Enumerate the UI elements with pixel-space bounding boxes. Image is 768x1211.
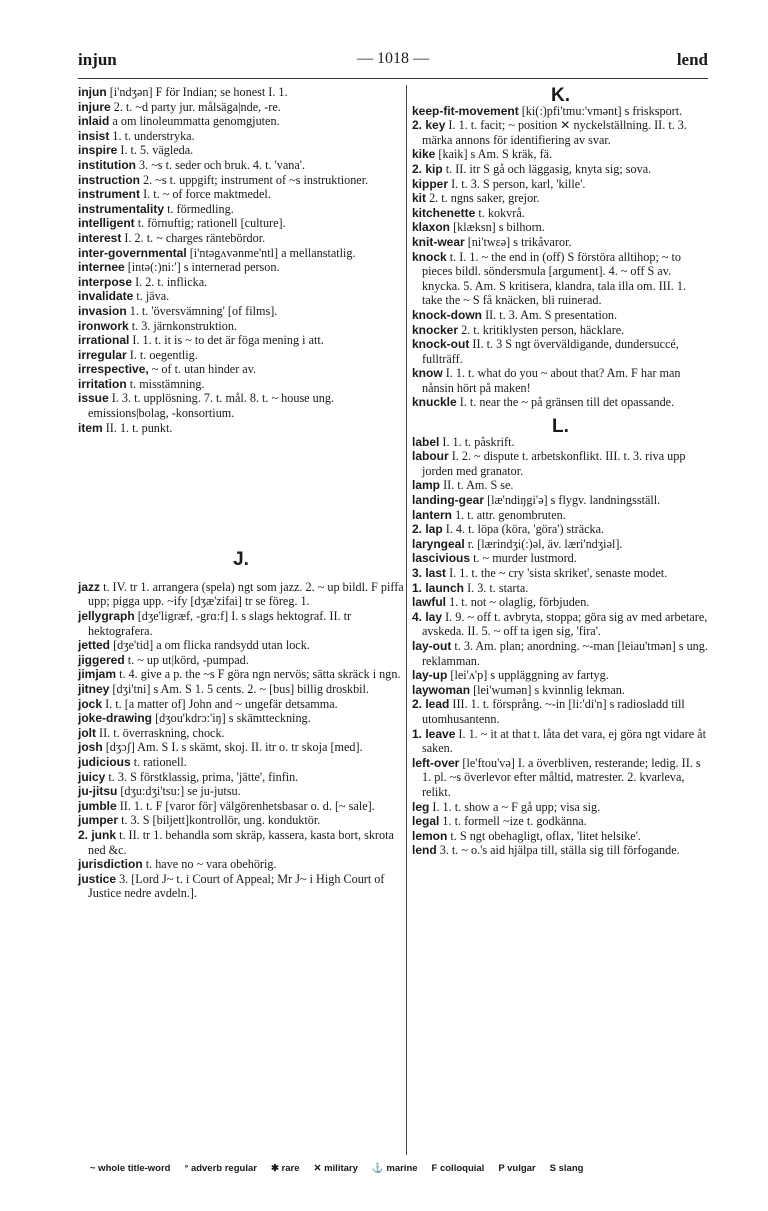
entry-headword: knock bbox=[412, 249, 447, 264]
entry-definition: [dʒɔʃ] Am. S I. s skämt, skoj. II. itr o. tr skoja [med]. bbox=[102, 740, 363, 755]
entry-headword: lawful bbox=[412, 595, 447, 610]
header-rule bbox=[78, 78, 708, 79]
dictionary-entry bbox=[412, 551, 709, 566]
entry-definition: t. S ngt obehagligt, oflax, 'litet helsike'. bbox=[447, 828, 641, 843]
dictionary-entry bbox=[78, 391, 404, 420]
entry-definition: 2. t. ~d party jur. målsäga|nde, -re. bbox=[110, 99, 281, 114]
entry-headword: issue bbox=[78, 391, 109, 406]
entry-definition: [dʒe'ligræf, -grɑ:f] I. s slags hektograf. II. tr hektografera. bbox=[88, 609, 352, 638]
entry-headword: inlaid bbox=[78, 114, 110, 129]
dictionary-entry bbox=[412, 147, 709, 162]
entry-definition: t. ~ murder lustmord. bbox=[470, 551, 577, 566]
entry-definition: II. t. 3. Am. S presentation. bbox=[482, 307, 618, 322]
entry-definition: t. I. 1. ~ the end in (off) S förstöra alltihop; ~ to pieces bildl. söndersmula [argument]. 4. ~ off S av. knycka. 5. Am. S kritisera, klandra, tala illa om. III. 1. take the ~ S få knäcken, bli ruinerad. bbox=[422, 249, 686, 308]
entry-definition: t. II. tr 1. behandla som skräp, kassera, kasta bort, skrota ned &c. bbox=[88, 827, 394, 857]
entry-definition: III. 1. t. försprång. ~-in [li:'di'n] s radiosladd till utomhusantenn. bbox=[422, 697, 685, 726]
entry-headword: kipper bbox=[412, 176, 449, 191]
entry-definition: I. 1. t. facit; ~ position ✕ nyckelställning. II. t. 3. märka annons för identifiering av svar. bbox=[422, 118, 687, 147]
entry-definition: I. t. 5. vägleda. bbox=[117, 143, 194, 158]
abbreviation-legend bbox=[90, 1163, 710, 1174]
entry-headword: kitchenette bbox=[412, 205, 476, 220]
entry-headword: lamp bbox=[412, 478, 441, 493]
dictionary-entry bbox=[412, 191, 709, 206]
entry-headword: jurisdiction bbox=[78, 857, 143, 872]
entry-definition: I. 1. ~ it at that t. låta det vara, ej göra ngt vidare åt saken. bbox=[422, 726, 706, 756]
dictionary-entry bbox=[78, 158, 404, 173]
dictionary-entry bbox=[78, 319, 404, 334]
dictionary-entry bbox=[412, 595, 709, 610]
dictionary-entry bbox=[78, 638, 404, 653]
entry-definition: [dʒou'kdrɔ:'iŋ] s skämtteckning. bbox=[152, 711, 311, 726]
entry-headword: injun bbox=[78, 85, 107, 99]
i-section bbox=[78, 85, 404, 435]
entry-headword: jiggered bbox=[78, 652, 125, 667]
dictionary-entry bbox=[412, 566, 709, 581]
entry-headword: lend bbox=[412, 843, 437, 858]
j-section bbox=[78, 580, 404, 901]
dictionary-entry bbox=[78, 755, 404, 770]
entry-definition: t. jäva. bbox=[133, 289, 170, 304]
entry-headword: laryngeal bbox=[412, 536, 465, 551]
entry-definition: I. 1. t. what do you ~ about that? Am. F har man nånsin hört på maken! bbox=[422, 366, 681, 395]
entry-headword: jock bbox=[78, 696, 103, 711]
entry-headword: justice bbox=[78, 871, 117, 886]
section-heading-k: K. bbox=[551, 85, 570, 106]
dictionary-entry bbox=[412, 323, 709, 338]
entry-headword: legal bbox=[412, 814, 440, 829]
dictionary-entry bbox=[78, 114, 404, 129]
entry-definition: 2. ~s t. uppgift; instrument of ~s instruktioner. bbox=[140, 172, 369, 187]
entry-headword: landing-gear bbox=[412, 493, 485, 508]
entry-headword: lascivious bbox=[412, 551, 471, 566]
dictionary-entry bbox=[412, 522, 709, 537]
dictionary-entry bbox=[412, 610, 709, 639]
entry-definition: I. 3. t. upplösning. 7. t. mål. 8. t. ~ house ung. emissions|bolag, -konsortium. bbox=[88, 391, 334, 421]
dictionary-entry bbox=[412, 537, 709, 552]
dictionary-entry bbox=[412, 206, 709, 221]
entry-headword: jellygraph bbox=[78, 609, 135, 624]
dictionary-entry bbox=[412, 478, 709, 493]
dictionary-entry bbox=[412, 162, 709, 177]
entry-definition: t. IV. tr 1. arrangera (spela) ngt som jazz. 2. ~ up bildl. F piffa upp; pigga upp. ~ify [dʒæ'zifai] tr se föreg. 1. bbox=[88, 579, 404, 609]
dictionary-entry bbox=[412, 250, 709, 308]
entry-headword: left-over bbox=[412, 755, 460, 770]
entry-headword: kike bbox=[412, 147, 436, 162]
dictionary-entry bbox=[78, 770, 404, 785]
entry-headword: inter-governmental bbox=[78, 245, 187, 260]
entry-definition: [ki(:)pfi'tmu:'vmənt] s frisksport. bbox=[518, 103, 683, 118]
entry-definition: 2. t. kritiklysten person, häcklare. bbox=[458, 322, 625, 337]
entry-headword: ju-jitsu bbox=[78, 784, 118, 799]
entry-definition: 3. ~s t. seder och bruk. 4. t. 'vana'. bbox=[135, 157, 306, 172]
legend-item: F colloquial bbox=[431, 1163, 485, 1174]
header-right-guideword: lend bbox=[676, 50, 708, 69]
header-left-guideword: injun bbox=[78, 50, 117, 69]
dictionary-entry bbox=[78, 609, 404, 638]
dictionary-entry bbox=[412, 843, 709, 858]
l-section bbox=[412, 435, 709, 858]
dictionary-entry bbox=[412, 337, 709, 366]
entry-definition: t. ~ up ut|körd, -pumpad. bbox=[124, 652, 249, 667]
entry-definition: t. 3. Am. plan; anordning. ~-man [leiau'tmən] s ung. reklamman. bbox=[422, 638, 708, 668]
entry-headword: irrespective, bbox=[78, 362, 149, 377]
dictionary-entry bbox=[78, 143, 404, 158]
dictionary-entry bbox=[412, 814, 709, 829]
dictionary-entry bbox=[78, 216, 404, 231]
entry-definition: t. förmedling. bbox=[164, 201, 234, 216]
dictionary-entry bbox=[412, 395, 709, 410]
dictionary-entry bbox=[412, 756, 709, 800]
dictionary-entry bbox=[78, 580, 404, 609]
entry-headword: knock-out bbox=[412, 337, 470, 352]
entry-headword: 2. lead bbox=[412, 697, 450, 712]
entry-definition: t. have no ~ vara obehörig. bbox=[142, 857, 277, 872]
entry-definition: I. t. [a matter of] John and ~ ungefär detsamma. bbox=[102, 696, 338, 711]
entry-headword: know bbox=[412, 366, 443, 381]
entry-definition: 1. t. formell ~ize t. godkänna. bbox=[439, 814, 587, 829]
dictionary-entry bbox=[78, 289, 404, 304]
entry-definition: [klæksn] s bilhorn. bbox=[450, 220, 545, 235]
dictionary-entry bbox=[78, 653, 404, 668]
entry-headword: interpose bbox=[78, 274, 133, 289]
entry-definition: 3. t. ~ o.'s aid hjälpa till, ställa sig till förfogande. bbox=[436, 843, 680, 858]
entry-definition: I. 1. t. påskrift. bbox=[439, 434, 515, 449]
entry-definition: [i'ntəgʌvənme'ntl] a mellanstatlig. bbox=[186, 245, 356, 260]
entry-definition: t. 4. give a p. the ~s F göra ngn nervös; sätta skräck i ngn. bbox=[116, 667, 401, 682]
entry-headword: 3. last bbox=[412, 566, 447, 580]
entry-definition: 2. t. ngns saker, grejor. bbox=[426, 191, 540, 206]
entry-headword: institution bbox=[78, 157, 136, 172]
entry-definition: I. 1. t. show a ~ F gå upp; visa sig. bbox=[429, 799, 601, 814]
entry-definition: I. 4. t. löpa (köra, 'göra') sträcka. bbox=[442, 522, 605, 537]
entry-headword: item bbox=[78, 420, 103, 435]
entry-definition: I. t. 3. S person, karl, 'kille'. bbox=[448, 176, 586, 191]
dictionary-entry bbox=[78, 697, 404, 712]
dictionary-entry bbox=[78, 362, 404, 377]
dictionary-entry bbox=[412, 220, 709, 235]
dictionary-entry bbox=[78, 187, 404, 202]
dictionary-entry bbox=[412, 829, 709, 844]
dictionary-entry bbox=[78, 260, 404, 275]
entry-definition: a om linoleummatta genomgjuten. bbox=[109, 114, 280, 129]
dictionary-entry bbox=[78, 726, 404, 741]
dictionary-entry bbox=[412, 683, 709, 698]
entry-headword: internee bbox=[78, 260, 125, 275]
entry-headword: invasion bbox=[78, 303, 127, 318]
entry-definition: t. förnuftig; rationell [culture]. bbox=[134, 216, 286, 231]
entry-definition: [le'ftou'və] I. a överbliven, resterande; ledig. II. s 1. pl. ~s överlevor efter måltid, matrester. 2. kvarleva, relikt. bbox=[422, 755, 701, 799]
legend-item: ⚓ marine bbox=[371, 1163, 418, 1174]
entry-headword: ironwork bbox=[78, 318, 129, 333]
entry-headword: 4. lay bbox=[412, 609, 443, 624]
entry-definition: II. t. Am. S se. bbox=[440, 478, 514, 493]
entry-definition: I. 2. ~ dispute t. arbetskonflikt. III. t. 3. riva upp jorden med granator. bbox=[422, 449, 686, 478]
entry-definition: I. 2. t. ~ charges räntebördor. bbox=[121, 230, 266, 245]
entry-headword: 2. lap bbox=[412, 522, 443, 537]
entry-definition: 1. t. 'översvämning' [of films]. bbox=[126, 303, 278, 318]
entry-headword: injure bbox=[78, 99, 111, 114]
legend-item: ✕ military bbox=[313, 1163, 358, 1174]
dictionary-entry bbox=[78, 857, 404, 872]
entry-definition: I. 3. t. starta. bbox=[464, 580, 529, 595]
entry-definition: [kaik] s Am. S kräk, fä. bbox=[435, 147, 553, 162]
dictionary-entry bbox=[78, 740, 404, 755]
dictionary-entry bbox=[412, 235, 709, 250]
entry-headword: irrational bbox=[78, 333, 130, 348]
entry-definition: [dʒe'tid] a om flicka randsydd utan lock. bbox=[110, 638, 310, 653]
entry-headword: label bbox=[412, 434, 440, 449]
entry-definition: I. t. oegentlig. bbox=[126, 347, 198, 362]
dictionary-entry bbox=[78, 333, 404, 348]
entry-headword: jumper bbox=[78, 813, 119, 828]
entry-headword: 1. leave bbox=[412, 726, 456, 741]
legend-item: ~ whole title-word bbox=[90, 1163, 171, 1174]
entry-headword: jolt bbox=[78, 725, 96, 740]
entry-definition: t. 3. järnkonstruktion. bbox=[128, 318, 237, 333]
column-divider bbox=[406, 85, 407, 1155]
entry-headword: josh bbox=[78, 740, 103, 755]
entry-definition: I. 2. t. inflicka. bbox=[132, 274, 208, 289]
entry-definition: II. t. överraskning, chock. bbox=[96, 725, 225, 740]
page-number: — 1018 — bbox=[357, 50, 429, 67]
entry-headword: instrumentality bbox=[78, 201, 165, 216]
entry-definition: II. 1. t. punkt. bbox=[102, 420, 173, 435]
entry-headword: 2. key bbox=[412, 118, 446, 133]
entry-headword: jumble bbox=[78, 798, 117, 813]
entry-headword: lemon bbox=[412, 828, 448, 843]
entry-headword: knit-wear bbox=[412, 234, 465, 249]
entry-definition: II. 1. t. F [varor för] välgörenhetsbasar o. d. [~ sale]. bbox=[116, 798, 375, 813]
entry-headword: irritation bbox=[78, 376, 127, 391]
entry-headword: joke-drawing bbox=[78, 711, 153, 726]
legend-item: S slang bbox=[549, 1163, 584, 1174]
entry-headword: lantern bbox=[412, 507, 453, 522]
entry-headword: insist bbox=[78, 128, 110, 143]
entry-definition: 1. t. not ~ olaglig, förbjuden. bbox=[446, 595, 590, 610]
entry-headword: inspire bbox=[78, 143, 118, 158]
entry-definition: I. t. near the ~ på gränsen till det opassande. bbox=[456, 395, 675, 410]
entry-definition: t. 3. S förstklassig, prima, 'jätte', finfin. bbox=[105, 769, 299, 784]
dictionary-entry bbox=[78, 421, 404, 436]
entry-headword: intelligent bbox=[78, 216, 135, 231]
entry-headword: leg bbox=[412, 799, 430, 814]
dictionary-entry bbox=[412, 177, 709, 192]
entry-headword: juicy bbox=[78, 769, 106, 784]
entry-definition: 1. t. understryka. bbox=[109, 128, 195, 143]
running-header bbox=[78, 50, 708, 80]
entry-headword: invalidate bbox=[78, 289, 134, 304]
dictionary-entry bbox=[412, 581, 709, 596]
entry-headword: knock-down bbox=[412, 307, 483, 322]
k-section bbox=[412, 104, 709, 410]
dictionary-entry bbox=[412, 449, 709, 478]
entry-definition: t. kokvrå. bbox=[475, 205, 525, 220]
legend-item: ✱ rare bbox=[270, 1163, 300, 1174]
entry-headword: jetted bbox=[78, 638, 111, 653]
dictionary-entry bbox=[78, 100, 404, 115]
entry-headword: lay-up bbox=[412, 668, 448, 683]
entry-headword: 2. kip bbox=[412, 161, 443, 176]
entry-definition: t. II. itr S gå och läggasig, knyta sig; sova. bbox=[442, 161, 652, 176]
entry-headword: laywoman bbox=[412, 682, 471, 697]
dictionary-entry bbox=[412, 118, 709, 147]
entry-definition: I. 9. ~ off t. avbryta, stoppa; göra sig av med arbetare, avskeda. II. 5. ~ off ta igen sig, 'fira'. bbox=[422, 609, 708, 639]
entry-definition: [lei'ʌ'p] s uppläggning av fartyg. bbox=[447, 668, 609, 683]
dictionary-entry bbox=[78, 377, 404, 392]
entry-definition: t. 3. S [biljett]kontrollör, ung. konduktör. bbox=[118, 813, 321, 828]
dictionary-entry bbox=[78, 231, 404, 246]
entry-headword: 1. launch bbox=[412, 580, 465, 595]
dictionary-entry bbox=[412, 639, 709, 668]
dictionary-entry bbox=[78, 799, 404, 814]
entry-headword: jazz bbox=[78, 579, 101, 594]
entry-definition: [dʒu:dʒi'tsu:] se ju-jutsu. bbox=[117, 784, 241, 799]
entry-definition: II. t. 3 S ngt överväldigande, dundersuccé, fullträff. bbox=[422, 337, 679, 366]
entry-definition: I. 1. t. it is ~ to det är föga mening i att. bbox=[129, 333, 324, 348]
entry-definition: ~ of t. utan hinder av. bbox=[148, 362, 257, 377]
entry-headword: knocker bbox=[412, 322, 459, 337]
dictionary-entry bbox=[412, 800, 709, 815]
right-column bbox=[412, 85, 709, 858]
entry-headword: kit bbox=[412, 191, 427, 206]
dictionary-entry bbox=[412, 508, 709, 523]
entry-headword: lay-out bbox=[412, 638, 452, 653]
dictionary-entry bbox=[412, 493, 709, 508]
entry-definition: r. [lærindʒi(:)əl, äv. læri'ndʒiəl]. bbox=[464, 536, 623, 551]
dictionary-entry bbox=[412, 668, 709, 683]
entry-definition: [intə(:)ni:'] s internerad person. bbox=[124, 260, 280, 275]
entry-definition: t. misstämning. bbox=[126, 376, 205, 391]
dictionary-entry bbox=[78, 85, 404, 100]
dictionary-entry bbox=[78, 828, 404, 857]
entry-headword: instruction bbox=[78, 172, 140, 187]
entry-headword: knuckle bbox=[412, 395, 457, 410]
entry-definition: [lei'wumən] s kvinnlig lekman. bbox=[470, 682, 625, 697]
dictionary-entry bbox=[78, 348, 404, 363]
entry-definition: 3. [Lord J~ t. i Court of Appeal; Mr J~ i High Court of Justice nedre avdeln.]. bbox=[88, 871, 385, 901]
dictionary-entry bbox=[412, 727, 709, 756]
dictionary-entry bbox=[78, 173, 404, 188]
dictionary-entry bbox=[412, 104, 709, 119]
entry-headword: keep-fit-movement bbox=[412, 103, 519, 118]
entry-headword: klaxon bbox=[412, 220, 451, 235]
entry-definition: [i'ndʒən] F för Indian; se honest I. 1. bbox=[106, 85, 288, 99]
entry-headword: 2. junk bbox=[78, 827, 117, 842]
left-column bbox=[78, 85, 404, 901]
dictionary-entry bbox=[78, 711, 404, 726]
entry-headword: interest bbox=[78, 230, 122, 245]
dictionary-entry bbox=[78, 872, 404, 901]
entry-definition: t. rationell. bbox=[130, 754, 187, 769]
entry-headword: judicious bbox=[78, 754, 131, 769]
entry-headword: jimjam bbox=[78, 667, 117, 682]
entry-headword: jitney bbox=[78, 682, 110, 696]
legend-item: P vulgar bbox=[498, 1163, 536, 1174]
dictionary-entry bbox=[412, 697, 709, 726]
dictionary-entry bbox=[78, 275, 404, 290]
entry-definition: I. t. ~ of force maktmedel. bbox=[140, 187, 271, 202]
dictionary-entry bbox=[78, 682, 404, 697]
entry-headword: labour bbox=[412, 449, 449, 464]
dictionary-entry bbox=[78, 129, 404, 144]
entry-headword: irregular bbox=[78, 347, 127, 362]
dictionary-entry bbox=[78, 667, 404, 682]
entry-headword: instrument bbox=[78, 187, 141, 202]
entry-definition: [ni'twɛə] s trikåvaror. bbox=[464, 234, 572, 249]
entry-definition: [dʒi'tni] s Am. S 1. 5 cents. 2. ~ [bus] billig droskbil. bbox=[109, 682, 369, 696]
dictionary-entry bbox=[412, 366, 709, 395]
section-heading-j: J. bbox=[233, 549, 249, 571]
entry-definition: I. 1. t. the ~ cry 'sista skriket', senaste modet. bbox=[446, 566, 668, 580]
dictionary-entry bbox=[78, 813, 404, 828]
entry-definition: [læ'ndiŋgi'ə] s flygv. landningsställ. bbox=[484, 493, 661, 508]
dictionary-entry bbox=[78, 784, 404, 799]
dictionary-entry bbox=[78, 246, 404, 261]
entry-definition: 1. t. attr. genombruten. bbox=[452, 507, 566, 522]
legend-item: ° adverb regular bbox=[184, 1163, 257, 1174]
dictionary-entry bbox=[78, 202, 404, 217]
section-heading-l: L. bbox=[552, 416, 569, 438]
dictionary-entry bbox=[78, 304, 404, 319]
dictionary-entry bbox=[412, 308, 709, 323]
